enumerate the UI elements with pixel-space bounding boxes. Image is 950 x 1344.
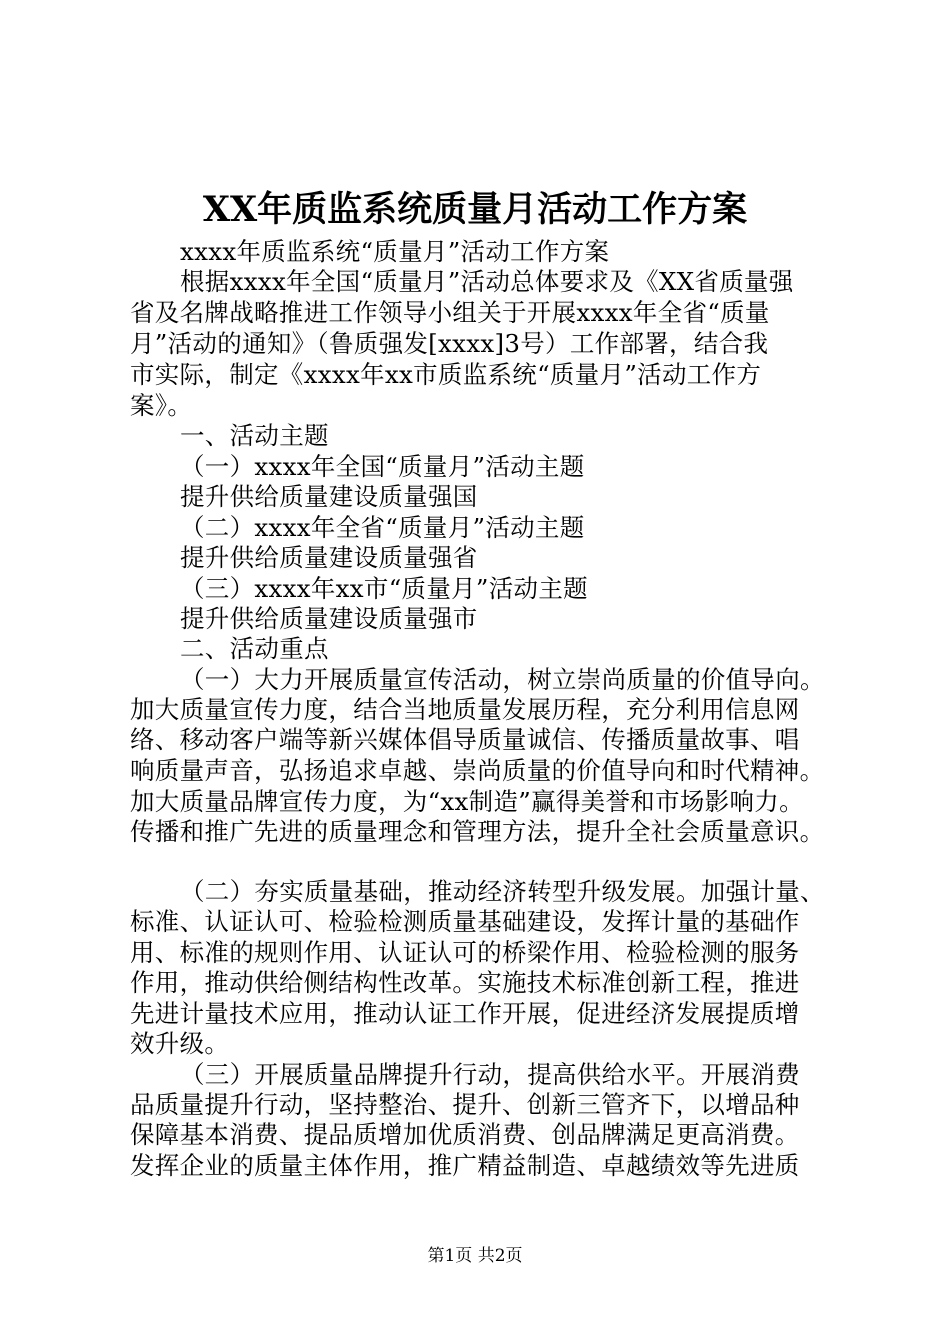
text-line: 效升级。: [130, 1029, 230, 1058]
text-line: xxxx年质监系统“质量月”活动工作方案: [180, 237, 610, 266]
text-line: 发挥企业的质量主体作用，推广精益制造、卓越绩效等先进质: [130, 1151, 800, 1180]
text-line: 提升供给质量建设质量强省: [180, 543, 478, 572]
text-line: 市实际，制定《xxxx年xx市质监系统“质量月”活动工作方: [130, 360, 762, 389]
subsection-heading: （二）xxxx年全省“质量月”活动主题: [180, 513, 585, 542]
text-line: 提升供给质量建设质量强国: [180, 482, 478, 511]
page-footer: 第1页 共2页: [427, 1246, 523, 1266]
text-line: 用、标准的规则作用、认证认可的桥梁作用、检验检测的服务: [130, 938, 800, 967]
text-line: （一）大力开展质量宣传活动，树立崇尚质量的价值导向。: [180, 665, 825, 694]
text-line: 品质量提升行动，坚持整治、提升、创新三管齐下，以增品种: [130, 1090, 800, 1119]
document-title: XX年质监系统质量月活动工作方案: [202, 189, 748, 230]
subsection-heading: （三）xxxx年xx市“质量月”活动主题: [180, 574, 588, 603]
text-line: （三）开展质量品牌提升行动，提高供给水平。开展消费: [180, 1060, 800, 1089]
text-line: 作用，推动供给侧结构性改革。实施技术标准创新工程，推进: [130, 968, 800, 997]
text-line: 标准、认证认可、检验检测质量基础建设，发挥计量的基础作: [130, 907, 800, 936]
text-line: 案》。: [130, 391, 193, 420]
text-line: 根据xxxx年全国“质量月”活动总体要求及《XX省质量强: [180, 267, 794, 296]
section-heading: 一、活动主题: [180, 421, 329, 450]
text-line: 加大质量品牌宣传力度，为“xx制造”赢得美誉和市场影响力。: [130, 787, 804, 816]
text-line: 络、移动客户端等新兴媒体倡导质量诚信、传播质量故事、唱: [130, 725, 800, 754]
text-line: 保障基本消费、提品质增加优质消费、创品牌满足更高消费。: [130, 1120, 800, 1149]
section-heading: 二、活动重点: [180, 634, 329, 663]
text-line: （二）夯实质量基础，推动经济转型升级发展。加强计量、: [180, 877, 825, 906]
text-line: 月”活动的通知》（鲁质强发[xxxx]3号）工作部署，结合我: [130, 329, 769, 358]
text-line: 省及名牌战略推进工作领导小组关于开展xxxx年全省“质量: [130, 298, 770, 327]
text-line: 响质量声音，弘扬追求卓越、崇尚质量的价值导向和时代精神。: [130, 756, 825, 785]
text-line: 传播和推广先进的质量理念和管理方法，提升全社会质量意识。: [130, 817, 825, 846]
text-line: 加大质量宣传力度，结合当地质量发展历程，充分利用信息网: [130, 695, 800, 724]
text-line: 先进计量技术应用，推动认证工作开展，促进经济发展提质增: [130, 999, 800, 1028]
subsection-heading: （一）xxxx年全国“质量月”活动主题: [180, 452, 585, 481]
text-line: 提升供给质量建设质量强市: [180, 604, 478, 633]
